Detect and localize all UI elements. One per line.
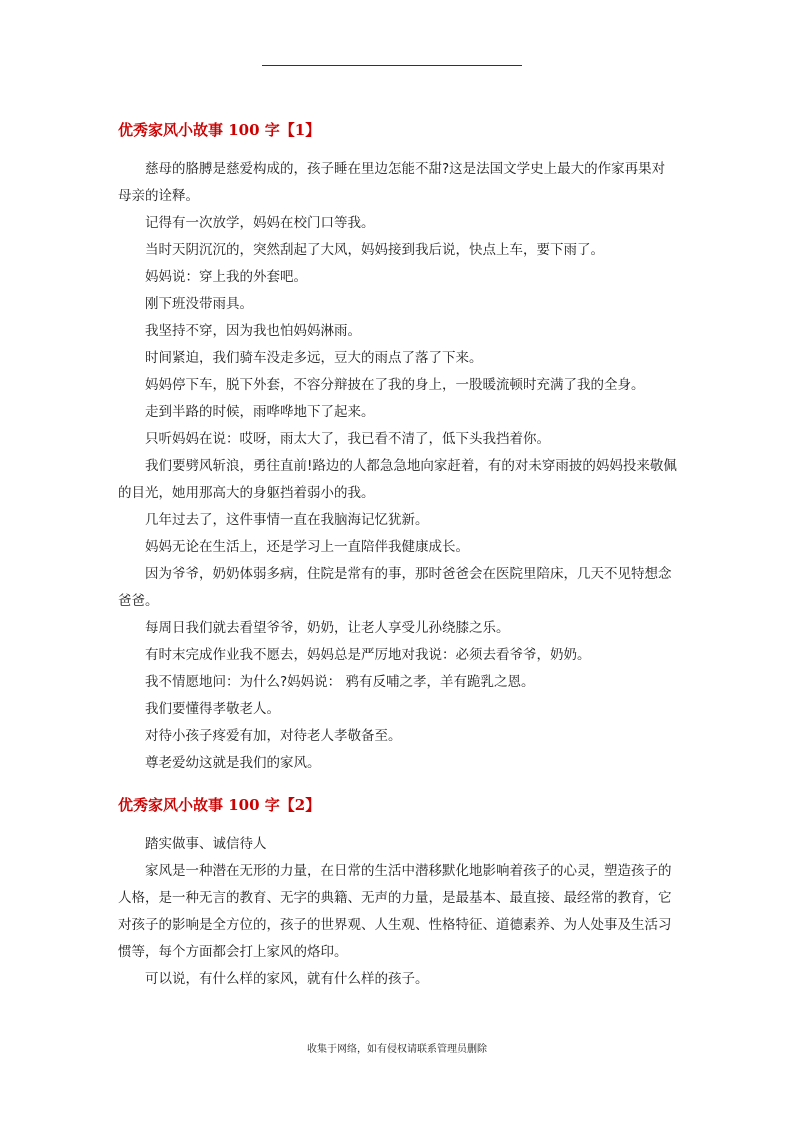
- section-title-2: 优秀家风小故事 100 字【2】: [118, 796, 321, 814]
- paragraph: 我们要懂得孝敬老人。: [145, 701, 280, 717]
- paragraph: 几年过去了，这件事情一直在我脑海记忆犹新。: [145, 512, 429, 528]
- paragraph: 我坚持不穿，因为我也怕妈妈淋雨。: [145, 323, 361, 339]
- paragraph: 妈妈无论在生活上，还是学习上一直陪伴我健康成长。: [145, 539, 469, 555]
- paragraph: 妈妈说：穿上我的外套吧。: [145, 269, 307, 285]
- paragraph: 当时天阴沉沉的，突然刮起了大风，妈妈接到我后说，快点上车，要下雨了。: [145, 242, 604, 258]
- paragraph: 可以说，有什么样的家风，就有什么样的孩子。: [145, 971, 429, 987]
- section-title-1: 优秀家风小故事 100 字【1】: [118, 121, 321, 139]
- section-1-body: [118, 156, 678, 777]
- paragraph: 对待小孩子疼爱有加，对待老人孝敬备至。: [145, 728, 402, 744]
- section-2-body: [118, 831, 678, 993]
- paragraph: 有时末完成作业我不愿去，妈妈总是严厉地对我说：必须去看爷爷，奶奶。: [145, 647, 591, 663]
- page-footer: 收集于网络，如有侵权请联系管理员删除: [307, 1044, 487, 1055]
- paragraph: 只听妈妈在说：哎呀，雨太大了，我已看不清了，低下头我挡着你。: [145, 431, 550, 447]
- paragraph: 每周日我们就去看望爷爷，奶奶，让老人享受儿孙绕膝之乐。: [145, 620, 510, 636]
- paragraph: 妈妈停下车，脱下外套，不容分辩披在了我的身上，一股暖流顿时充满了我的全身。: [145, 377, 645, 393]
- paragraph: 刚下班没带雨具。: [145, 296, 253, 312]
- header-rule: [262, 65, 522, 66]
- paragraph: 时间紧迫，我们骑车没走多远，豆大的雨点了落了下来。: [145, 350, 483, 366]
- paragraph: 家风是一种潜在无形的力量，在日常的生活中潜移默化地影响着孩子的心灵，塑造孩子的人格，是一种无言的教育、无字的典籍、无声的力量，是最基本、最直接、最经常的教育，它对孩子的影响是全方位的，孩子的世界观、人生观、性格特征、道德素养、为人处事及生活习惯等，每个方面都会打上家风的烙印。: [118, 863, 672, 960]
- paragraph: 踏实做事、诚信待人: [145, 836, 267, 852]
- paragraph: 我们要劈风斩浪，勇往直前!路边的人都急急地向家赶着，有的对未穿雨披的妈妈投来敬佩的目光，她用那高大的身躯挡着弱小的我。: [118, 458, 677, 501]
- paragraph: 记得有一次放学，妈妈在校门口等我。: [145, 215, 375, 231]
- paragraph: 尊老爱幼这就是我们的家风。: [145, 755, 321, 771]
- paragraph: 因为爷爷，奶奶体弱多病，住院是常有的事，那时爸爸会在医院里陪床，几天不见特想念爸爸。: [118, 566, 672, 609]
- paragraph: 我不情愿地问：为什么?妈妈说： 鸦有反哺之孝，羊有跪乳之恩。: [145, 674, 535, 690]
- paragraph: 走到半路的时候，雨哗哗地下了起来。: [145, 404, 375, 420]
- paragraph: 慈母的胳膊是慈爱构成的，孩子睡在里边怎能不甜?这是法国文学史上最大的作家再果对母亲的诠释。: [118, 161, 666, 204]
- document-body: [118, 116, 678, 993]
